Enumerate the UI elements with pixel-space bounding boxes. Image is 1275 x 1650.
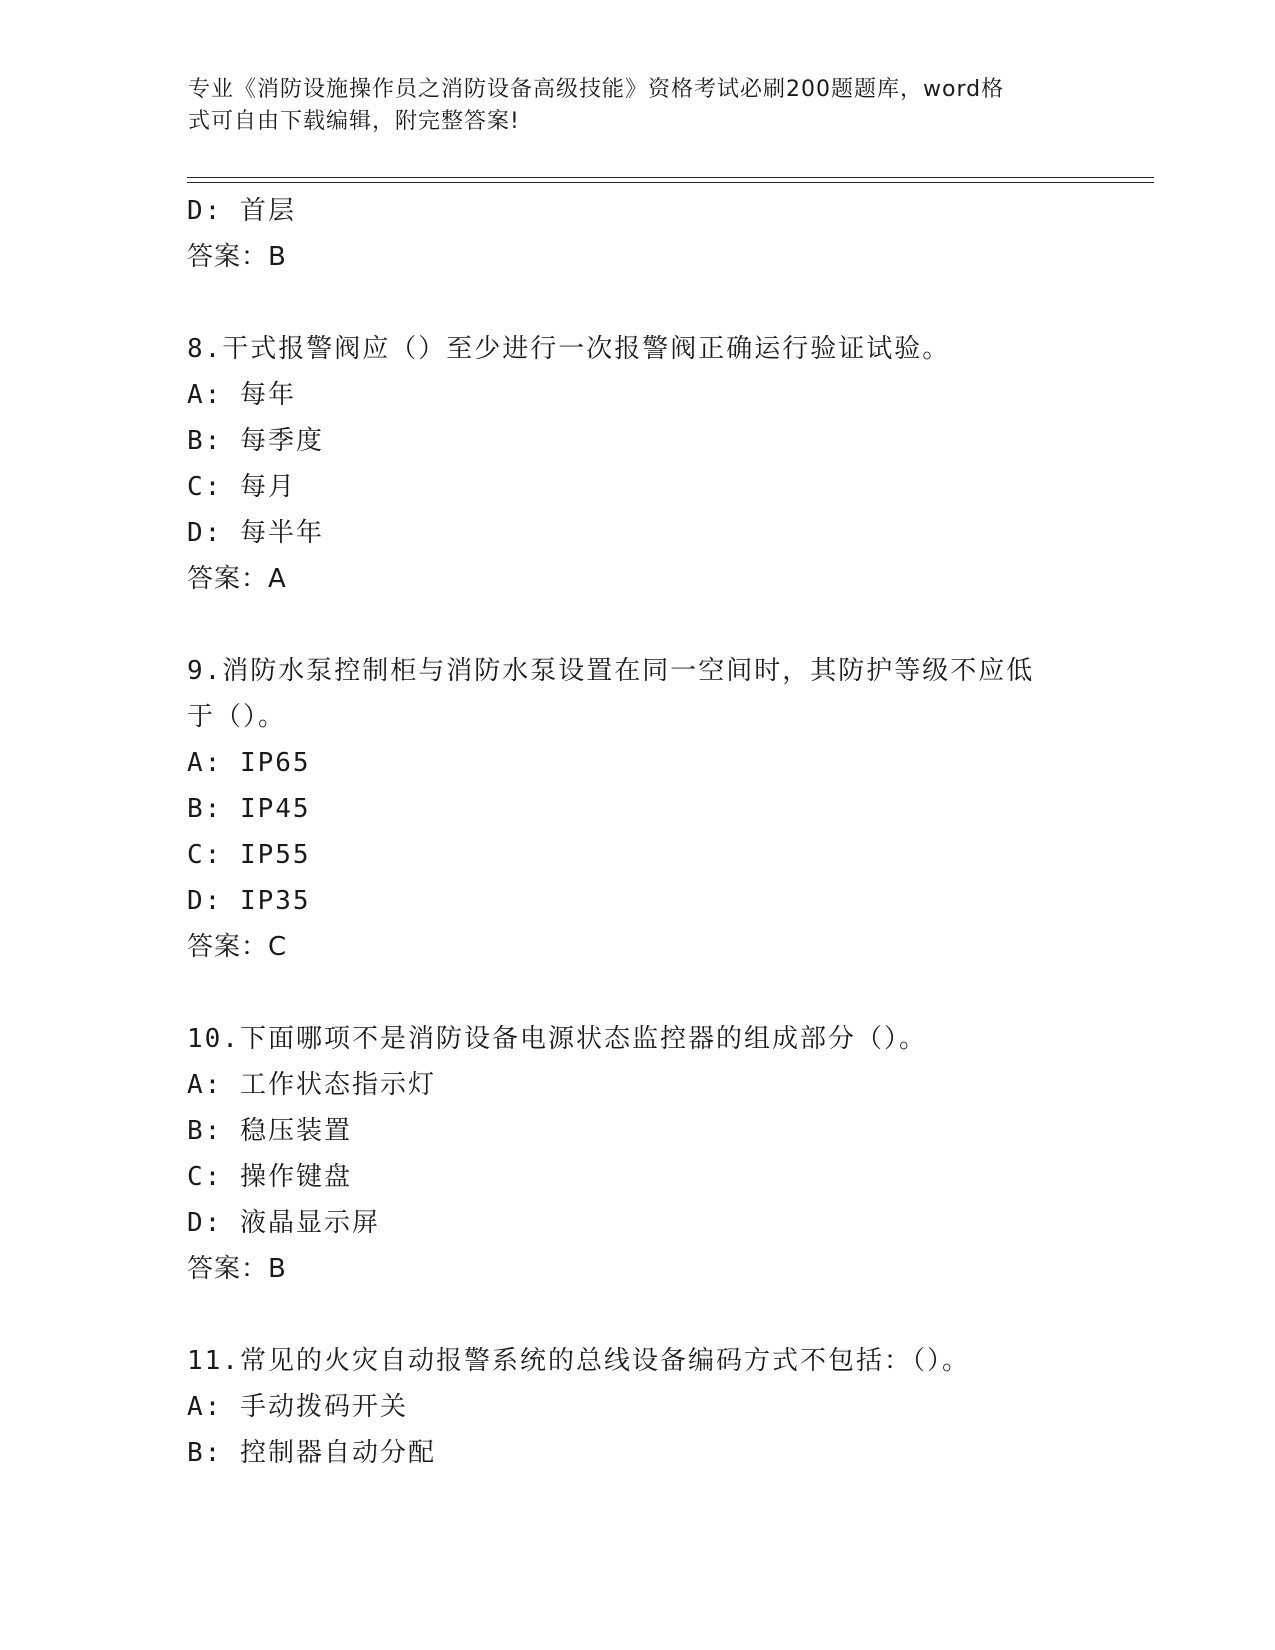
option-b: B: IP45 xyxy=(187,794,311,824)
option-b: B: 每季度 xyxy=(187,426,324,456)
option-d: D: IP35 xyxy=(187,886,311,916)
option-a: A: 每年 xyxy=(187,380,296,410)
option-d: D: 每半年 xyxy=(187,518,324,548)
question-text: 11.常见的火灾自动报警系统的总线设备编码方式不包括：（）。 xyxy=(187,1346,970,1376)
option-c: C: 每月 xyxy=(187,472,296,502)
question-text-line-2: 于（）。 xyxy=(187,702,287,732)
option-a: A: 手动拨码开关 xyxy=(187,1392,408,1422)
option-c: C: IP55 xyxy=(187,840,311,870)
answer: 答案：B xyxy=(187,1254,287,1284)
document-header xyxy=(188,74,1068,138)
answer: 答案：B xyxy=(187,242,287,272)
answer: 答案：A xyxy=(187,564,287,594)
question-text: 10.下面哪项不是消防设备电源状态监控器的组成部分（）。 xyxy=(187,1024,927,1054)
option-d: D: 首层 xyxy=(187,196,296,226)
option-a: A: 工作状态指示灯 xyxy=(187,1070,436,1100)
question-block-9 xyxy=(187,648,1087,970)
question-block-7 xyxy=(187,188,1087,280)
question-text: 8.干式报警阀应（）至少进行一次报警阀正确运行验证试验。 xyxy=(187,334,951,364)
spacer xyxy=(187,970,1087,1016)
question-block-11 xyxy=(187,1338,1087,1476)
option-b: B: 控制器自动分配 xyxy=(187,1438,436,1468)
answer: 答案：C xyxy=(187,932,288,962)
option-b: B: 稳压装置 xyxy=(187,1116,352,1146)
option-c: C: 操作键盘 xyxy=(187,1162,352,1192)
option-a: A: IP65 xyxy=(187,748,311,778)
question-list xyxy=(187,188,1087,1476)
spacer xyxy=(187,602,1087,648)
spacer xyxy=(187,1292,1087,1338)
spacer xyxy=(187,280,1087,326)
question-text-line-1: 9.消防水泵控制柜与消防水泵设置在同一空间时，其防护等级不应低 xyxy=(187,656,1035,686)
question-block-10 xyxy=(187,1016,1087,1292)
header-divider-top xyxy=(187,177,1154,178)
header-divider-bottom xyxy=(187,182,1154,183)
header-line-1: 专业《消防设施操作员之消防设备高级技能》资格考试必刷200题题库，word格 xyxy=(188,77,1005,102)
header-line-2: 式可自由下载编辑，附完整答案! xyxy=(188,109,520,134)
option-d: D: 液晶显示屏 xyxy=(187,1208,380,1238)
question-block-8 xyxy=(187,326,1087,602)
